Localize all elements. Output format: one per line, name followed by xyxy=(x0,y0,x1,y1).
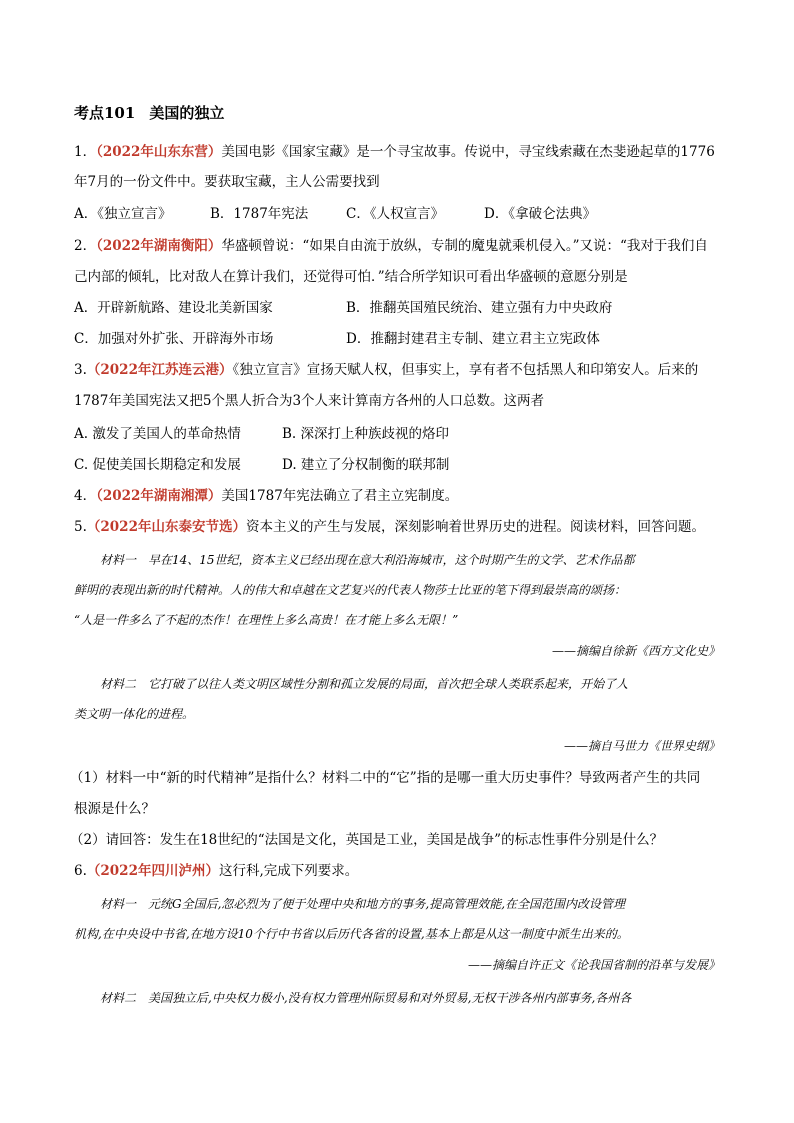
question-4 xyxy=(74,487,458,505)
question-text-cont: 1787年美国宪法又把5个黑人折合为3个人来计算南方各州的人口总数。这两者 xyxy=(74,393,545,409)
option-c: C．《人权宣言》 xyxy=(346,206,445,222)
section-title xyxy=(74,104,224,122)
section-label: 考点101 xyxy=(74,104,136,122)
option-b: B．1787年宪法 xyxy=(210,206,309,222)
question-6 xyxy=(74,862,358,880)
material-2-line-1: 材料二 美国独立后,中央权力极小,没有权力管理州际贸易和对外贸易,无权干涉各州内部事务,各州各 xyxy=(100,991,632,1005)
question-number: 6. xyxy=(74,863,87,879)
material-1-citation: ——摘编自徐新《西方文化史》 xyxy=(551,644,720,658)
question-source: （2022年湖南湘潭） xyxy=(96,488,222,504)
question-source: （2022年山东东营） xyxy=(96,144,222,160)
question-text-cont: 年7月的一份文件中。要获取宝藏，主人公需要找到 xyxy=(74,174,380,190)
question-text: 《独立宣言》宣扬天赋人权，但事实上，享有者不包括黑人和印第安人。后来的 xyxy=(232,362,699,378)
sub-question-1: （1）材料一中“新的时代精神”是指什么？材料二中的“它”指的是哪一重大历史事件？导致两者产生的共同 xyxy=(70,770,701,786)
option-b: B. 深深打上种族歧视的烙印 xyxy=(282,426,450,442)
question-source: （2022年江苏连云港） xyxy=(86,362,233,378)
material-1-line-2: 机构,在中央设中书省,在地方设10个行中书省以后历代各省的设置,基本上都是从这一制度中派生出来的。 xyxy=(74,927,629,941)
question-text: 华盛顿曾说：“如果自由流于放纵，专制的魔鬼就乘机侵入。”又说：“我对于我们自 xyxy=(221,238,708,254)
question-3 xyxy=(74,361,698,379)
question-number: 3. xyxy=(74,362,87,378)
option-d: D. 建立了分权制衡的联邦制 xyxy=(282,457,450,473)
option-c: C．加强对外扩张、开辟海外市场 xyxy=(74,331,274,347)
section-name: 美国的独立 xyxy=(149,104,225,122)
material-1-line-3: “人是一件多么了不起的杰作！在理性上多么高贵！在才能上多么无限！” xyxy=(74,613,459,627)
question-text: 美国1787年宪法确立了君主立宪制度。 xyxy=(221,488,459,504)
question-5 xyxy=(74,518,705,536)
question-number: 4． xyxy=(74,488,97,504)
material-2-line-2: 类文明一体化的进程。 xyxy=(74,707,195,721)
question-text-cont: 己内部的倾轧，比对敌人在算计我们，还觉得可怕．”结合所学知识可看出华盛顿的意愿分别是 xyxy=(74,269,628,285)
material-1-citation: ——摘编自许正文《论我国省制的沿革与发展》 xyxy=(467,958,720,972)
option-a: A．《独立宣言》 xyxy=(74,206,172,222)
question-text: 这行科,完成下列要求。 xyxy=(218,863,359,879)
sub-question-2: （2）请回答：发生在18世纪的“法国是文化，英国是工业，美国是战争”的标志性事件分别是什么？ xyxy=(70,832,664,848)
question-2 xyxy=(74,237,708,255)
question-1 xyxy=(74,143,715,161)
question-text: 美国电影《国家宝藏》是一个寻宝故事。传说中，寻宝线索藏在杰斐逊起草的1776 xyxy=(221,144,715,160)
question-number: 1． xyxy=(74,144,97,160)
material-2-citation: ——摘自马世力《世界史纲》 xyxy=(563,739,720,753)
sub-question-1-cont: 根源是什么？ xyxy=(74,801,155,817)
option-c: C. 促使美国长期稳定和发展 xyxy=(74,457,241,473)
question-source: （2022年四川泸州） xyxy=(86,863,219,879)
option-a: A．开辟新航路、建设北美新国家 xyxy=(74,300,273,316)
option-d: D．推翻封建君主专制、建立君主立宪政体 xyxy=(346,331,600,347)
material-2-line-1: 材料二 它打破了以往人类文明区域性分割和孤立发展的局面，首次把全球人类联系起来，开始了人 xyxy=(100,677,629,691)
material-1-line-1: 材料一 元统G全国后,忽必烈为了便于处理中央和地方的事务,提高管理效能,在全国范围内改设管理 xyxy=(100,897,626,911)
question-text: 资本主义的产生与发展，深刻影响着世界历史的进程。阅读材料，回答问题。 xyxy=(245,519,705,535)
question-number: 2． xyxy=(74,238,97,254)
question-source: （2022年湖南衡阳） xyxy=(96,238,222,254)
material-1-line-1: 材料一 早在14、15世纪，资本主义已经出现在意大利沿海城市，这个时期产生的文学、艺术作品都 xyxy=(100,553,635,567)
question-number: 5. xyxy=(74,519,87,535)
option-d: D．《拿破仑法典》 xyxy=(484,206,597,222)
option-b: B．推翻英国殖民统治、建立强有力中央政府 xyxy=(346,300,613,316)
material-1-line-2: 鲜明的表现出新的时代精神。人的伟大和卓越在文艺复兴的代表人物莎士比亚的笔下得到最崇高的颂扬： xyxy=(74,583,627,597)
question-source: （2022年山东泰安节选） xyxy=(86,519,246,535)
option-a: A. 激发了美国人的革命热情 xyxy=(74,426,241,442)
